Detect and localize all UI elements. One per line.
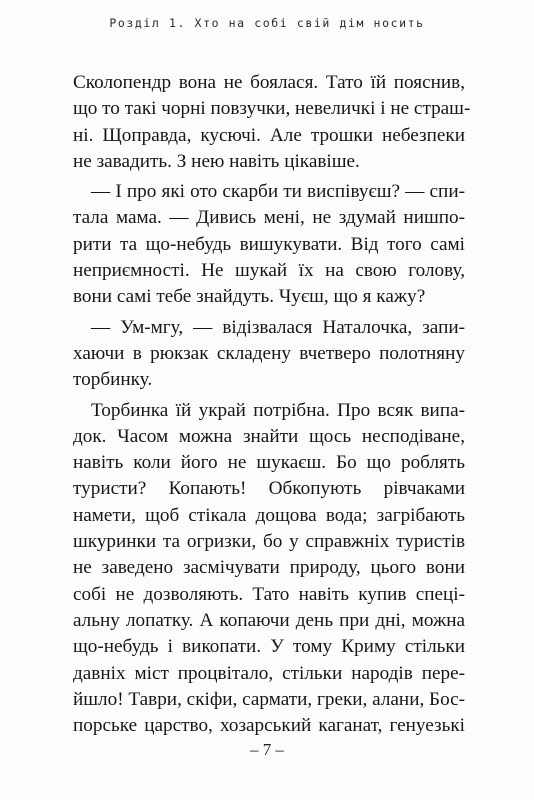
text-line: що-небудь і викопати. У тому Криму стільки xyxy=(73,636,465,658)
text-line: ні. Щоправда, кусючі. Але трошки небезпеки xyxy=(73,124,465,146)
paragraph xyxy=(73,315,465,394)
text-line: тала мама. — Дивись мені, не здумай нишпо- xyxy=(73,207,465,229)
text-line: торбинку. xyxy=(73,369,153,391)
text-line: док. Часом можна знайти щось несподіване, xyxy=(73,425,465,447)
paragraph xyxy=(73,398,465,740)
text-line: намети, щоб стікала дощова вода; загрібають xyxy=(73,504,465,526)
text-line: Торбинка їй украй потрібна. Про всяк випа- xyxy=(91,399,465,421)
body-text xyxy=(73,70,471,739)
text-line: — Ум-мгу, — відізвалася Наталочка, запи- xyxy=(91,316,465,338)
text-line: — І про які ото скарби ти виспівуєш? — спи- xyxy=(91,181,465,203)
paragraph xyxy=(73,70,471,175)
text-line: альну лопатку. А копаючи день при дні, можна xyxy=(73,609,465,631)
text-line: вони самі тебе знайдуть. Чуєш, що я кажу? xyxy=(73,286,426,308)
text-line: туристи? Копають! Обкопують рівчаками xyxy=(73,478,465,500)
text-line: що то такі чорні повзучки, невеличкі і не страш- xyxy=(73,98,471,120)
text-line: йшло! Таври, скіфи, сармати, греки, алани, Бос- xyxy=(73,688,466,710)
text-line: хаючи в рюкзак складену вчетверо полотняну xyxy=(73,342,465,364)
paragraph xyxy=(73,179,465,310)
text-line: навіть коли його не шукаєш. Бо що роблять xyxy=(73,452,465,474)
text-line: порське царство, хозарський каганат, генуезькі xyxy=(73,715,465,737)
text-line: шкуринки та огризки, бо у справжніх туристів xyxy=(73,531,465,553)
page-number: – 7 – xyxy=(250,740,284,759)
running-header: Розділ 1. Хто на собі свій дім носить xyxy=(109,16,425,30)
text-line: не заведено засмічувати природу, цього вони xyxy=(73,557,465,579)
text-line: давніх міст процвітало, стільки народів пере- xyxy=(73,662,465,684)
text-line: собі не дозволяють. Тато навіть купив спеці- xyxy=(73,583,465,605)
text-line: рити та що-небудь вишукувати. Від того самі xyxy=(73,233,465,255)
text-line: неприємності. Не шукай їх на свою голову, xyxy=(73,260,465,282)
text-line: не завадить. З нею навіть цікавіше. xyxy=(73,150,360,172)
text-line: Сколопендр вона не боялася. Тато їй пояснив, xyxy=(73,72,465,93)
